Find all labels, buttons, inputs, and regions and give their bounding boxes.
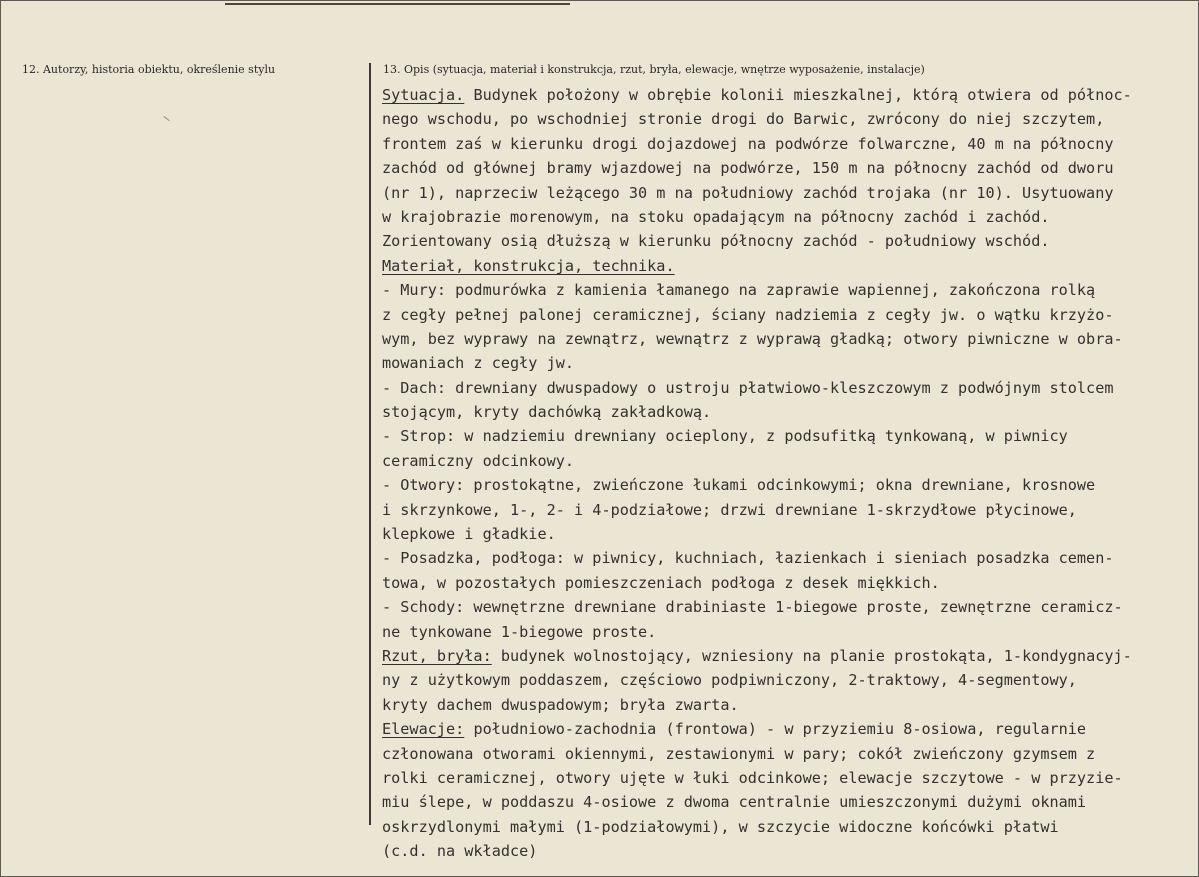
column-divider — [369, 63, 371, 825]
text-line: - Mury: podmurówka z kamienia łamanego na zaprawie wapiennej, zakończona rolką — [382, 281, 1096, 300]
text-line: miu ślepe, w poddaszu 4-osiowe z dwoma centralnie umieszczonymi dużymi oknami — [382, 793, 1087, 812]
text-line: - Strop: w nadziemiu drewniany ocieplony, z podsufitką tynkowaną, w piwnicy — [382, 427, 1068, 446]
text-line: rolki ceramicznej, otwory ujęte w łuki odcinkowe; elewacje szczytowe - w przyzie- — [382, 768, 1123, 787]
text-line: ne tynkowane 1-biegowe proste. — [382, 622, 657, 641]
text-line: ceramiczny odcinkowy. — [382, 451, 575, 470]
text-line: nego wschodu, po wschodniej stronie drogi do Barwic, zwrócony do niej szczytem, — [382, 110, 1105, 129]
top-rule — [225, 3, 570, 5]
line-text: Budynek położony w obrębie kolonii mieszkalnej, którą otwiera od północ- — [464, 86, 1132, 104]
text-line: wym, bez wyprawy na zewnątrz, wewnątrz z wyprawą gładką; otwory piwniczne w obra- — [382, 329, 1123, 348]
text-line — [382, 717, 1132, 741]
section-heading: Elewacje: — [382, 720, 465, 739]
text-line: klepkowe i gładkie. — [382, 525, 556, 544]
section-heading: Sytuacja. — [382, 86, 465, 104]
text-line: ny z użytkowym poddaszem, częściowo podpiwniczony, 2-traktowy, 4-segmentowy, — [382, 671, 1077, 690]
description-text-block — [382, 83, 1132, 864]
text-line — [382, 644, 1132, 668]
text-line: Zorientowany osią dłuższą w kierunku północny zachód - południowy wschód. — [382, 232, 1050, 251]
section-heading: Materiał, konstrukcja, technika. — [382, 256, 675, 275]
text-line: oskrzydlonymi małymi (1-podziałowymi), w szczycie widoczne końcówki płatwi — [382, 817, 1059, 836]
field-12-label: 12. Autorzy, historia obiektu, określenie stylu — [22, 63, 276, 76]
text-line: zachód od głównej bramy wjazdowej na podwórze, 150 m na północny zachód od dworu — [382, 159, 1114, 178]
field-13-label: 13. Opis (sytuacja, materiał i konstrukcja, rzut, bryła, elewacje, wnętrze wyposażenie, instalacje) — [383, 63, 925, 76]
text-line: mowaniach z cegły jw. — [382, 354, 575, 373]
text-line: - Posadzka, podłoga: w piwnicy, kuchniach, łazienkach i sieniach posadzka cemen- — [382, 549, 1114, 568]
section-heading: Rzut, bryła: — [382, 646, 492, 665]
text-line — [382, 83, 1132, 107]
line-text: budynek wolnostojący, wzniesiony na planie prostokąta, 1-kondygnacyj- — [491, 646, 1132, 665]
text-line — [382, 254, 1132, 278]
text-line: - Otwory: prostokątne, zwieńczone łukami odcinkowymi; okna drewniane, krosnowe — [382, 476, 1096, 495]
line-text: południowo-zachodnia (frontowa) - w przyziemiu 8-osiowa, regularnie — [464, 720, 1087, 739]
text-line: kryty dachem dwuspadowym; bryła zwarta. — [382, 695, 739, 714]
text-line: członowana otworami okiennymi, zestawionymi w pary; cokół zwieńczony gzymsem z — [382, 744, 1096, 763]
text-line: w krajobrazie morenowym, na stoku opadającym na północny zachód i zachód. — [382, 207, 1050, 226]
text-line: towa, w pozostałych pomieszczeniach podłoga z desek miękkich. — [382, 573, 940, 592]
text-line: i skrzynkowe, 1-, 2- i 4-podziałowe; drzwi drewniane 1-skrzydłowe płycinowe, — [382, 500, 1077, 519]
text-line: frontem zaś w kierunku drogi dojazdowej na podwórze folwarczne, 40 m na północny — [382, 134, 1114, 153]
text-line: - Schody: wewnętrzne drewniane drabiniaste 1-biegowe proste, zewnętrzne ceramicz- — [382, 598, 1123, 617]
text-line: z cegły pełnej palonej ceramicznej, ściany nadziemia z cegły jw. o wątku krzyżo- — [382, 305, 1114, 324]
text-line: - Dach: drewniany dwuspadowy o ustroju płatwiowo-kleszczowym z podwójnym stolcem — [382, 378, 1114, 397]
text-line: (c.d. na wkładce) — [382, 842, 538, 861]
text-line: (nr 1), naprzeciw leżącego 30 m na południowy zachód trojaka (nr 10). Usytuowany — [382, 183, 1114, 202]
text-line: stojącym, kryty dachówką zakładkową. — [382, 403, 712, 422]
